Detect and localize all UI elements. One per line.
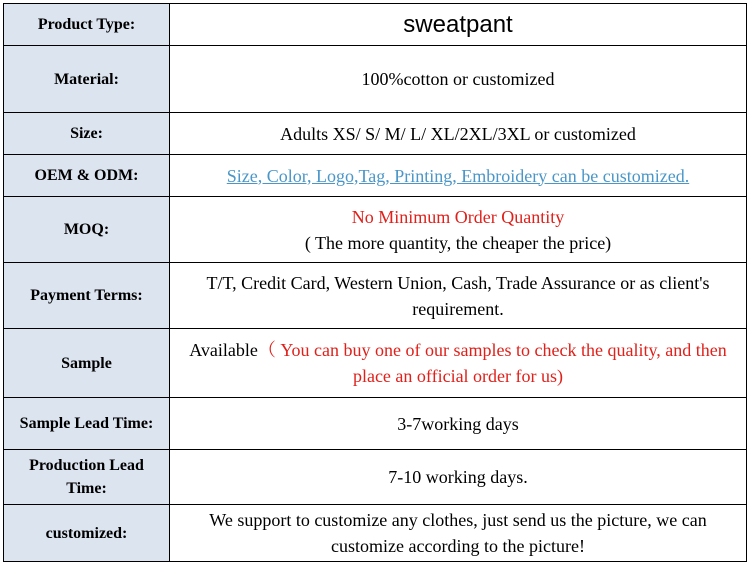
label-payment-terms: Payment Terms: [4,263,170,329]
label-product-type: Product Type: [4,4,170,46]
row-material [4,46,747,113]
value-production-lead-time: 7-10 working days. [170,450,747,505]
row-customized [4,505,747,562]
label-sample: Sample [4,329,170,398]
row-product-type [4,4,747,46]
moq-note: ( The more quantity, the cheaper the price) [304,232,612,253]
sample-available: Available [189,340,258,360]
value-sample [170,329,747,398]
value-oem-odm [170,155,747,197]
value-material: 100%cotton or customized [170,46,747,113]
row-oem-odm [4,155,747,197]
value-size: Adults XS/ S/ M/ L/ XL/2XL/3XL or customized [170,113,747,155]
value-payment-terms: T/T, Credit Card, Western Union, Cash, Trade Assurance or as client's requirement. [170,263,747,329]
row-size [4,113,747,155]
row-production-lead-time [4,450,747,505]
label-production-lead-time: Production Lead Time: [4,450,170,505]
row-moq [4,197,747,263]
label-customized: customized: [4,505,170,562]
value-moq [170,197,747,263]
label-material: Material: [4,46,170,113]
label-oem-odm: OEM & ODM: [4,155,170,197]
label-sample-lead-time: Sample Lead Time: [4,398,170,450]
label-moq: MOQ: [4,197,170,263]
value-customized: We support to customize any clothes, just send us the picture, we can customize according to the picture! [170,505,747,562]
row-sample [4,329,747,398]
label-size: Size: [4,113,170,155]
value-sample-lead-time: 3-7working days [170,398,747,450]
product-spec-table [3,3,747,562]
row-payment-terms [4,263,747,329]
row-sample-lead-time [4,398,747,450]
moq-headline: No Minimum Order Quantity [351,206,565,227]
value-product-type: sweatpant [170,4,747,46]
oem-odm-link[interactable]: Size, Color, Logo,Tag, Printing, Embroidery can be customized. [226,165,690,186]
sample-note: （ You can buy one of our samples to check the quality, and then place an official order for us) [257,340,727,386]
